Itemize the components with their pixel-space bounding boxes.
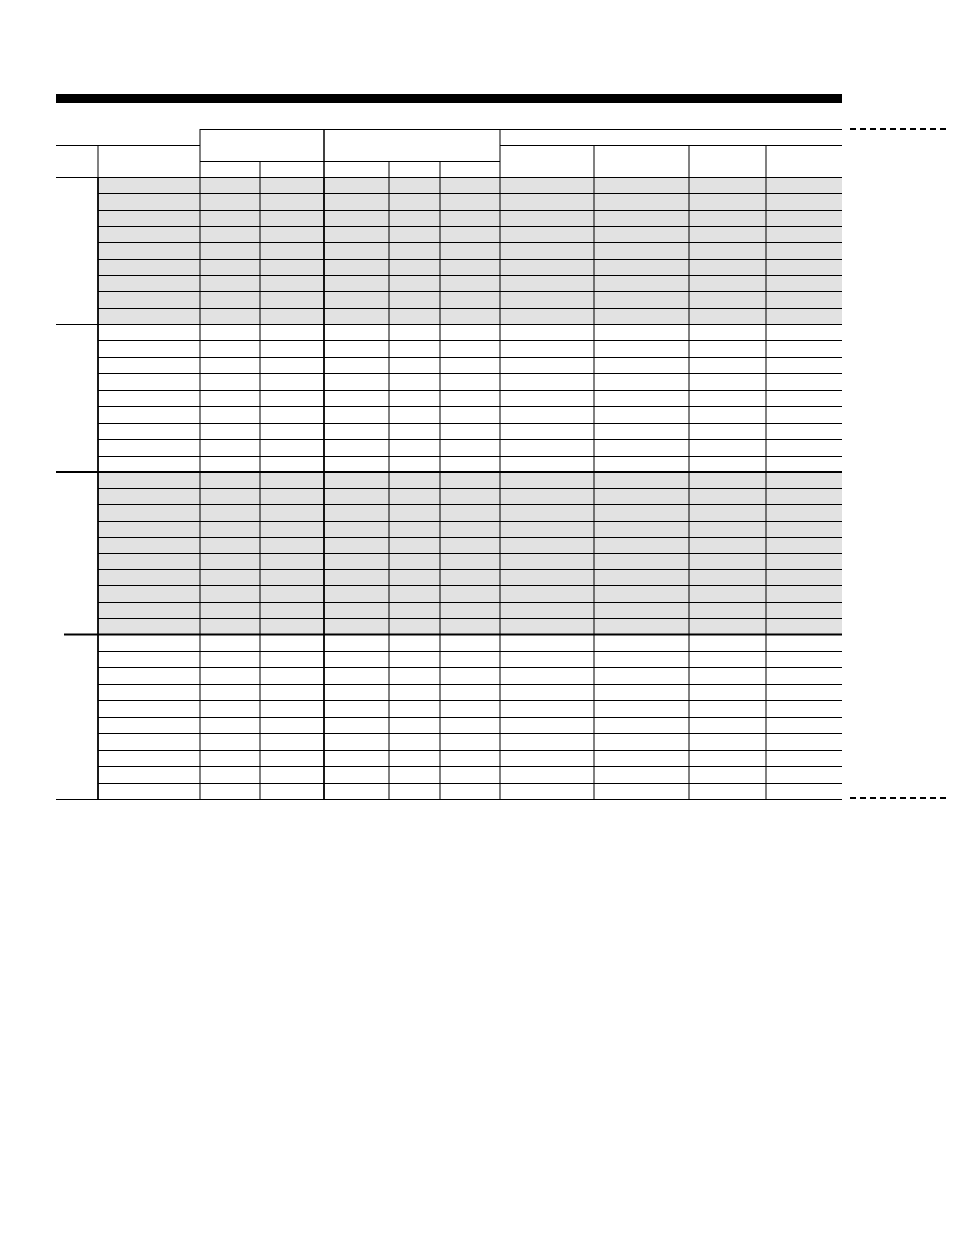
shaded-band-1 <box>98 177 842 324</box>
